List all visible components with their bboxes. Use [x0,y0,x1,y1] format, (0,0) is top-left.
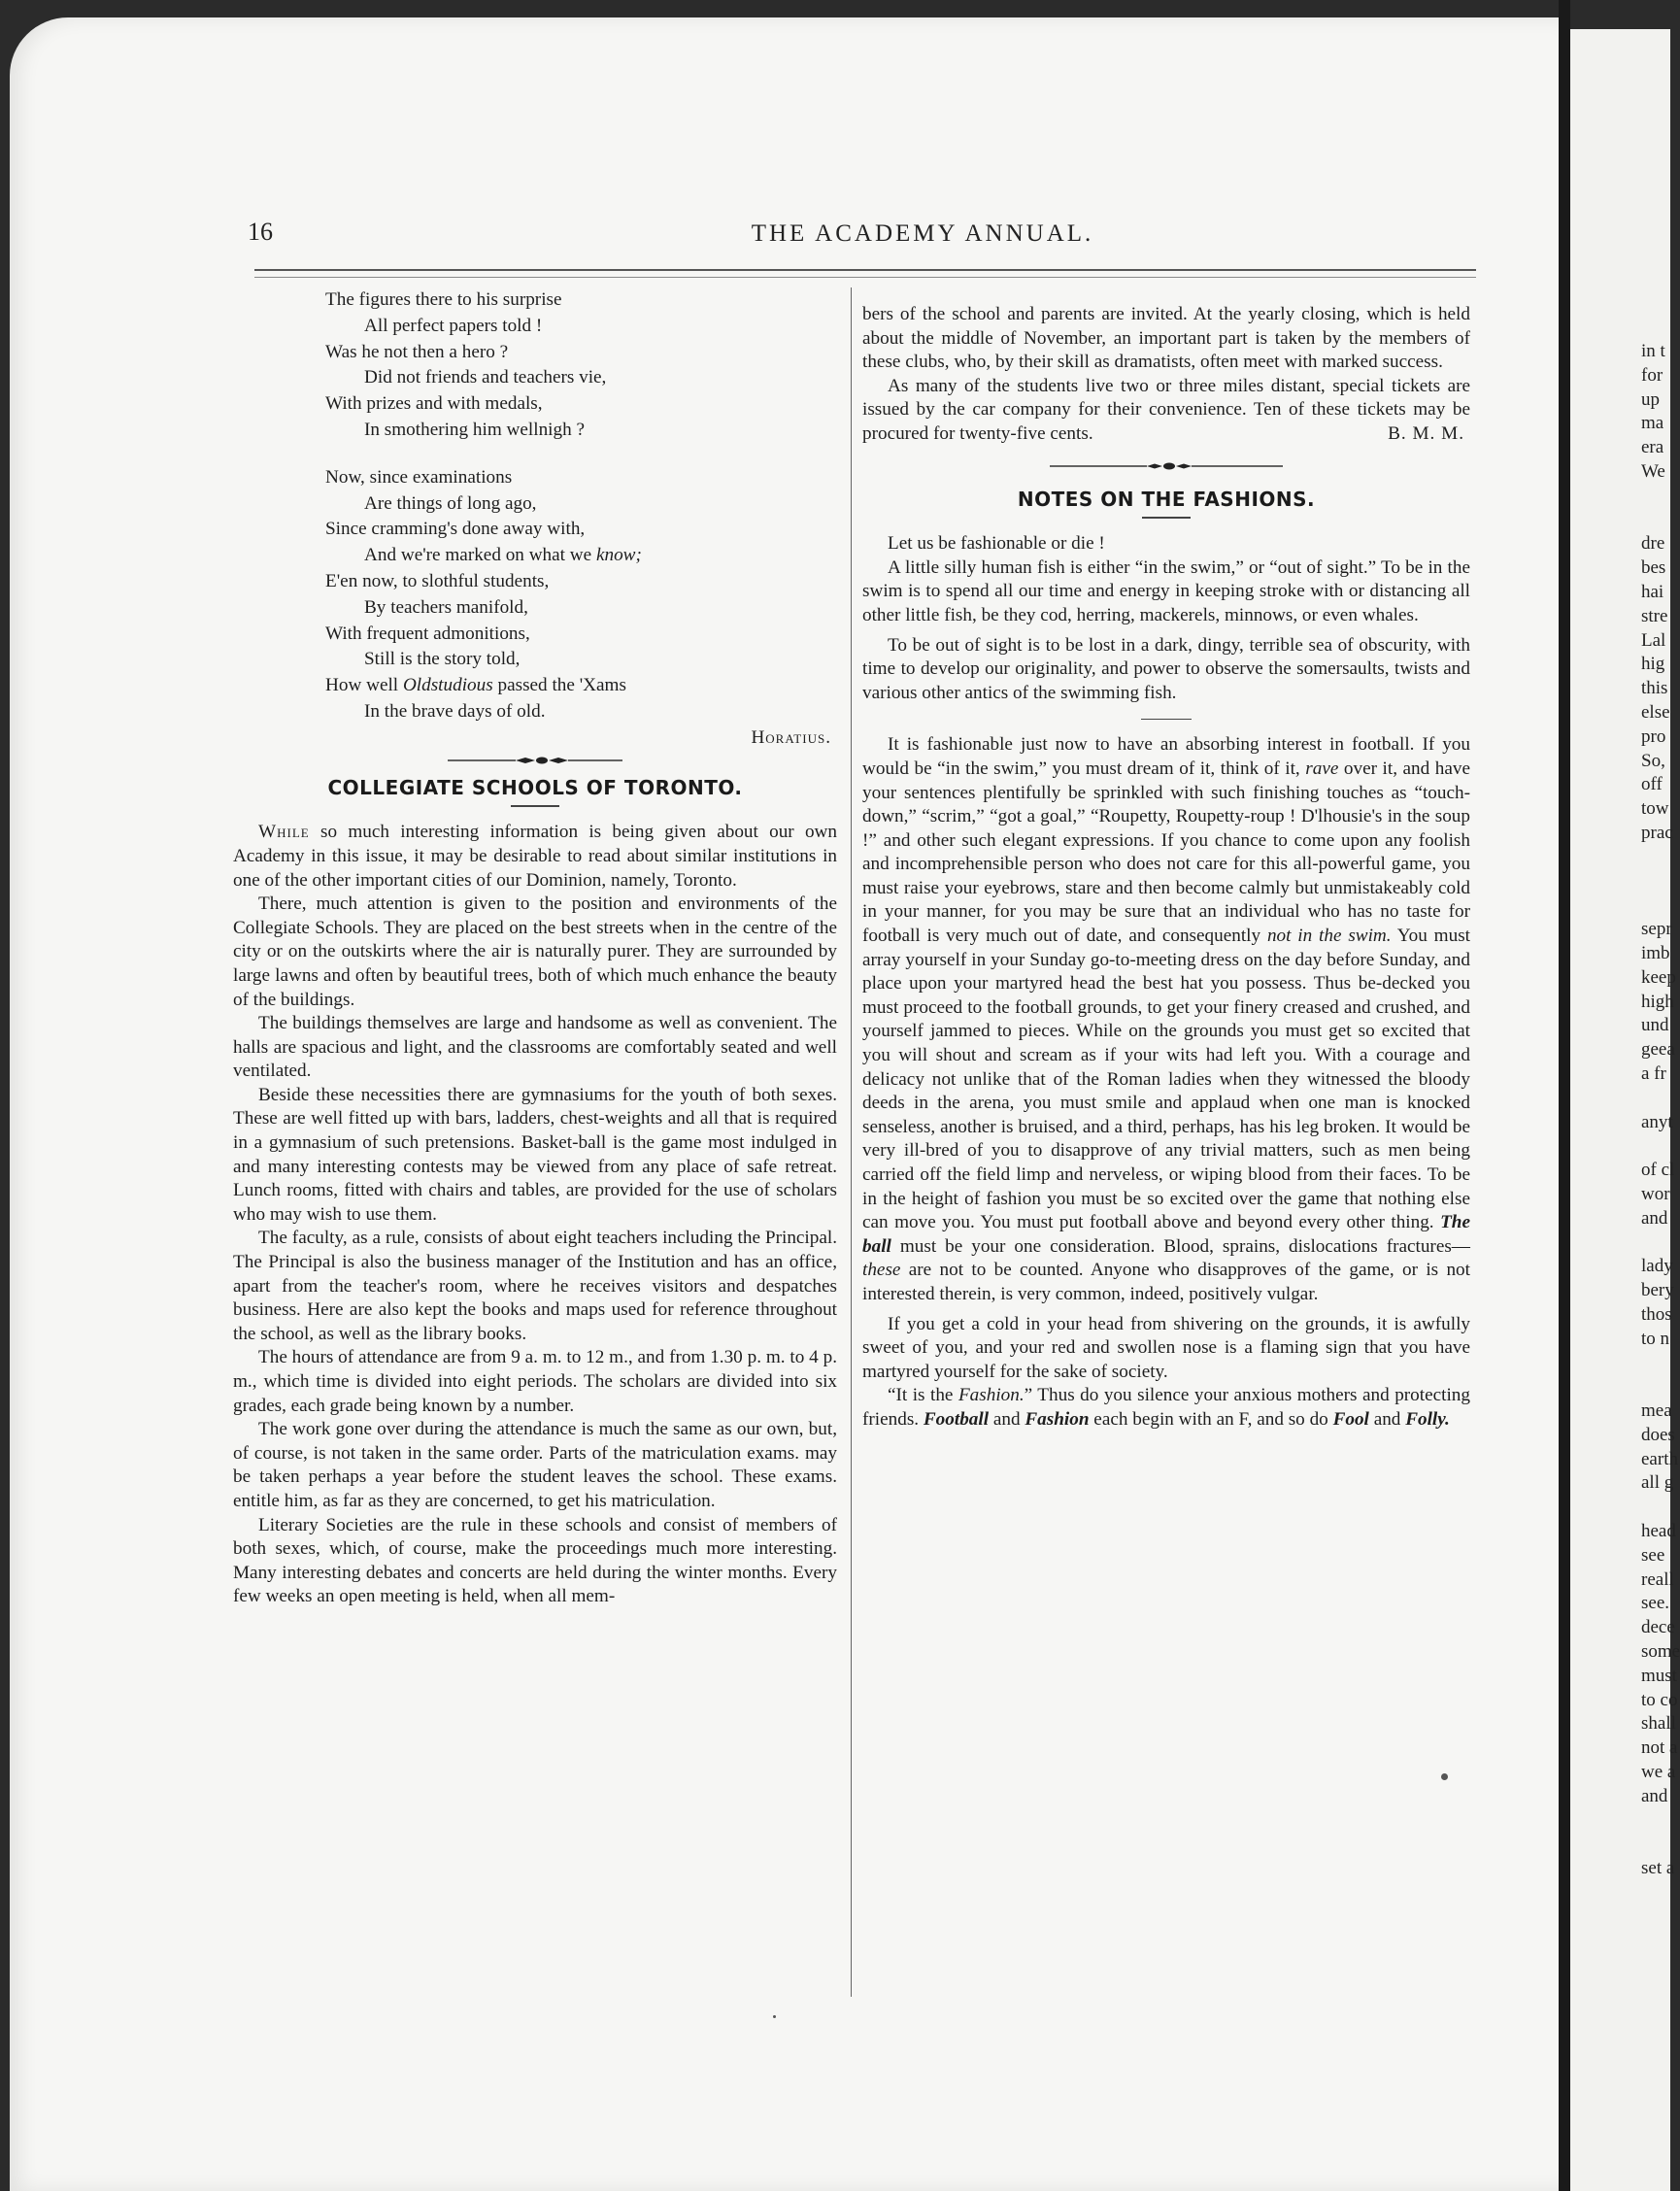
facing-page-fragment [1641,1134,1680,1159]
fashions-paragraph: A little silly human fish is either “in the swim,” or “out of sight.” To be in the swim is to spend all our time and energy in keeping stroke with or distancing all other little fish, be they cod, herring, mackerels, minnows, or even whales. [862,556,1470,625]
collegiate-paragraph: There, much attention is given to the position and environments of the Collegiate Schools. They are placed on the best streets when in the centre of the city or on the outskirts where the air is naturally purer. They are surrounded by large lawns and often by beautiful trees, both of which much enhance the beauty of the buildings. [233,893,837,1010]
facing-page-fragment: see. [1641,1593,1670,1614]
facing-page-fragment: this [1641,678,1668,699]
facing-page-fragment: mea [1641,1400,1672,1422]
facing-page-fragment: of cl [1641,1160,1675,1181]
facing-page-fragment: and [1641,1207,1668,1229]
facing-page-fragment [1641,485,1680,509]
emphasis: these [862,1260,901,1281]
collegiate-paragraph: As many of the students live two or three miles distant, special tickets are issued by the car company for their convenience. Ten of these tickets may be procured for twenty-five cents. [862,375,1470,444]
emphasis: The ball [862,1212,1470,1257]
emphasis: rave [1305,758,1339,779]
facing-page-text [1641,340,1680,1881]
collegiate-heading: COLLEGIATE SCHOOLS OF TORONTO. [327,775,743,799]
facing-page-fragment: sepr [1641,919,1672,940]
paragraph-text: and [1368,1408,1406,1430]
poem-line: E'en now, to slothful students, [325,570,550,591]
fashions-paragraph [862,1384,1470,1432]
section-ornament [233,755,837,766]
facing-page-fragment: a fr [1641,1062,1666,1084]
facing-page-fragment: prac [1641,822,1673,843]
facing-page-fragment [1641,1496,1680,1520]
facing-page-fragment: dece [1641,1617,1675,1638]
facing-page-fragment: off [1641,774,1663,795]
poem-line-text: passed the 'Xams [492,675,626,696]
poem-stanza-1 [325,287,837,444]
article-signature: B. M. M. [1388,422,1464,444]
facing-page-fragment: tow [1641,798,1669,820]
paragraph-text: It is fashionable just now to have an absorbing interest in football. If you would be “in the swim,” you must dream of it, think of it, [862,734,1470,779]
facing-page-fragment: Lal [1641,629,1666,651]
emphasis: Football [923,1408,990,1430]
facing-page-fragment: set a [1641,1858,1675,1879]
collegiate-paragraph: bers of the school and parents are invited. At the yearly closing, which is held about the middle of November, an important part is taken by the members of these clubs, who, by their skill as dramatists, often meet with marked success. [862,304,1470,373]
poem-line: Did not friends and teachers vie, [364,367,607,388]
section-ornament [862,460,1470,472]
header-rule [254,269,1476,278]
collegiate-paragraph: The faculty, as a rule, consists of about eight teachers including the Principal. The Principal is also the business manager of the Institution and has an office, apart from the teacher's room, where he receives visitors and despatches business. Here are also kept the books and maps used for reference throughout the school, as well as the library books. [233,1228,837,1344]
facing-page-fragment: anyt [1641,1111,1673,1132]
facing-page-fragment: pro [1641,725,1666,747]
column-divider [851,287,852,1997]
facing-page-fragment: see [1641,1544,1665,1566]
facing-page-fragment: all g [1641,1472,1674,1494]
book-gutter [1559,0,1570,2191]
facing-page-fragment: earth [1641,1448,1678,1469]
facing-page-fragment: lady [1641,1256,1673,1277]
poem-line: All perfect papers told ! [364,315,543,336]
facing-page-fragment [1641,1375,1680,1399]
facing-page-fragment: not a [1641,1737,1678,1759]
facing-page-fragment: wor [1641,1183,1670,1204]
poem-line: The figures there to his surprise [325,289,562,310]
facing-page-fragment: bery [1641,1280,1674,1301]
facing-page-fragment [1641,509,1680,533]
fashions-paragraph [862,733,1470,1306]
poem-emphasis: Oldstudious [402,675,493,696]
facing-page-fragment: must [1641,1665,1677,1686]
facing-page-fragment: bes [1641,557,1666,579]
facing-page-fragment [1641,1809,1680,1834]
fashions-paragraph: If you get a cold in your head from shivering on the grounds, it is awfully sweet of you, and your red and swollen nose is a flaming sign that you have martyred yourself for the sake of society. [862,1313,1470,1382]
poem-stanza-2 [325,465,837,725]
poem-line: Since cramming's done away with, [325,519,586,540]
emphasis: Folly. [1405,1408,1450,1430]
left-column [233,287,837,1609]
facing-page-fragment [1641,846,1680,870]
paragraph-text: each begin with an F, and so do [1089,1408,1333,1430]
poem-line: Are things of long ago, [364,492,537,514]
facing-page-fragment: keep [1641,966,1676,988]
collegiate-paragraph: The hours of attendance are from 9 a. m. to 12 m., and from 1.30 p. m. to 4 p. m., which time is divided into eight periods. The scholars are divided into six grades, each grade being known by a number. [233,1347,837,1416]
facing-page-fragment: for [1641,364,1663,386]
collegiate-paragraph: Beside these necessities there are gymnasiums for the youth of both sexes. These are well fitted up with bars, ladders, chest-weights and all that is required in a gymnasium of such pretensions. Basket-ball is the game most indulged in and many interesting contests may be viewed from any place of safe retreat. Lunch rooms, fitted with chairs and tables, are provided for the use of scholars who may wish to use them. [233,1084,837,1225]
facing-page-fragment: else [1641,701,1670,723]
poem-signature: Horatius. [751,726,831,748]
ornament-rule-icon [1050,460,1283,472]
ink-speck [1441,1773,1448,1780]
poem-line: Still is the story told, [364,649,521,670]
facing-page-fragment: hig [1641,654,1665,675]
facing-page-fragment: to n [1641,1328,1670,1349]
facing-page-fragment: So, [1641,750,1665,771]
paragraph-text: must be your one consideration. Blood, sprains, dislocations fractures— [890,1235,1470,1257]
poem-line: Was he not then a hero ? [325,341,509,362]
paragraph-text: and [989,1408,1025,1430]
paragraph-text: so much interesting information is being given about our own Academy in this issue, it may be desirable to read about similar institutions in one of the other important cities of our Dominion, namely, Toronto. [233,822,837,891]
poem-line: Now, since examinations [325,466,513,488]
collegiate-paragraph: Literary Societies are the rule in these schools and consist of members of both sexes, which, of course, make the proceedings much more interesting. Many interesting debates and concerts are held during the winter months. Every few weeks an open meeting is held, when all mem- [233,1514,837,1607]
right-column [862,303,1470,1433]
facing-page-fragment [1641,1087,1680,1111]
page-number: 16 [248,218,273,246]
facing-page-fragment [1641,1833,1680,1857]
poem-line: In the brave days of old. [364,700,546,722]
emphasis: Fashion. [958,1385,1025,1406]
facing-page-fragment: to co [1641,1689,1678,1710]
facing-page-fragment [1641,1230,1680,1255]
poem-line [325,673,837,699]
emphasis: not in the swim. [1266,926,1392,947]
emphasis: Fashion [1025,1408,1090,1430]
paragraph-text: ” Thus do you silence your anxious mothers and protecting friends. [862,1385,1470,1430]
facing-page-fragment: ma [1641,413,1664,434]
facing-page-fragment [1641,870,1680,894]
poem-line: With prizes and with medals, [325,393,543,415]
paragraph-text: You must array yourself in your Sunday go-to-meeting dress on the day before Sunday, and place upon your martyred head the best hat you possess. Thus be-decked you must proceed to the football grounds, to get your finery creased and crushed, and yourself jammed to pieces. While on the grounds you must get so excited that you will shout and scream as if your wits had left you. With a courage and delicacy not unlike that of the Roman ladies when they witnessed the bloody deeds in the arena, you must smile and applaud when one man is knocked senseless, another is bruised, and a third, perhaps, has his leg broken. It would be very ill-bred of you to disapprove of any trivial matters, such as men being carried off the field limp and nerveless, or wiping blood from their faces. To be in the height of fashion you must be so excited over the game that nothing else can move you. You must put football above and beyond every other thing. [862,926,1470,1233]
poem-line-text: And we're marked on what we [364,545,596,566]
poem-line: In smothering him wellnigh ? [364,419,586,440]
section-rule [1141,719,1192,720]
heading-rule [1142,517,1191,519]
heading-rule [511,805,559,807]
facing-page-fragment: shall [1641,1713,1676,1735]
poem-line [325,543,837,569]
facing-page-fragment: era [1641,437,1664,458]
emphasis: Fool [1332,1408,1369,1430]
facing-page-fragment: reall [1641,1568,1674,1590]
facing-page-fragment: imb [1641,942,1670,963]
facing-page-fragment: dre [1641,533,1665,555]
facing-page-fragment: we a [1641,1762,1676,1783]
collegiate-paragraph [233,821,837,893]
facing-page-fragment: and [1641,1785,1668,1806]
facing-page-fragment: geea [1641,1039,1675,1061]
facing-page-fragment [1641,1351,1680,1375]
ink-speck [773,2015,776,2018]
facing-page-fragment: up [1641,388,1660,410]
collegiate-paragraph: The buildings themselves are large and handsome as well as convenient. The halls are spacious and light, and the classrooms are comfortably seated and well ventilated. [233,1013,837,1082]
poem-line: With frequent admonitions, [325,623,530,644]
facing-page-fragment: stre [1641,605,1668,626]
facing-page-fragment: some [1641,1641,1680,1663]
drop-word: While [258,822,310,843]
facing-page-fragment: does [1641,1424,1675,1445]
paragraph-text: “It is the [888,1385,958,1406]
facing-page-fragment: hai [1641,581,1664,602]
poem-line: By teachers manifold, [364,596,528,618]
fashions-paragraph: Let us be fashionable or die ! [888,533,1105,555]
facing-page-fragment: und [1641,1015,1669,1036]
poem-line-text: How well [325,675,403,696]
facing-page-fragment: head [1641,1521,1676,1542]
collegiate-paragraph: The work gone over during the attendance is much the same as our own, but, of course, is not taken in the same order. Parts of the matriculation exams. may be taken perhaps a year before the student leaves the school. These exams. entitle him, as far as they are concerned, to get his matriculation. [233,1419,837,1511]
paragraph-text: are not to be counted. Anyone who disapproves of the game, or is not interested therein, is very common, indeed, positively vulgar. [862,1260,1470,1304]
facing-page-fragment [1641,893,1680,918]
facing-page-fragment: thos [1641,1303,1672,1325]
running-title: THE ACADEMY ANNUAL. [751,220,1094,247]
ornament-rule-icon [448,755,622,766]
facing-page-fragment: in t [1641,341,1665,361]
poem-emphasis: know; [595,545,642,566]
fashions-paragraph: To be out of sight is to be lost in a dark, dingy, terrible sea of obscurity, with time to develop our originality, and power to observe the somersaults, twists and various other antics of the swimming fish. [862,634,1470,703]
paragraph-text: over it, and have your sentences plentifully be sprinkled with such finishing touches as “touch-down,” “scrim,” “got a goal,” “Roupetty, Roupetty-roup ! D'lhousie's in the soup !” and other such elegant expressions. If you chance to come upon any foolish and incomprehensible person who does not care for this all-powerful game, you must raise your eyebrows, stare and then become calmly but unmistakeably cold in your manner, for you may be sure that an individual who has no taste for football is very much out of date, and consequently [862,758,1471,947]
fashions-heading: NOTES ON THE FASHIONS. [1017,487,1316,511]
facing-page-fragment: high [1641,991,1674,1012]
facing-page-fragment: We [1641,460,1665,482]
